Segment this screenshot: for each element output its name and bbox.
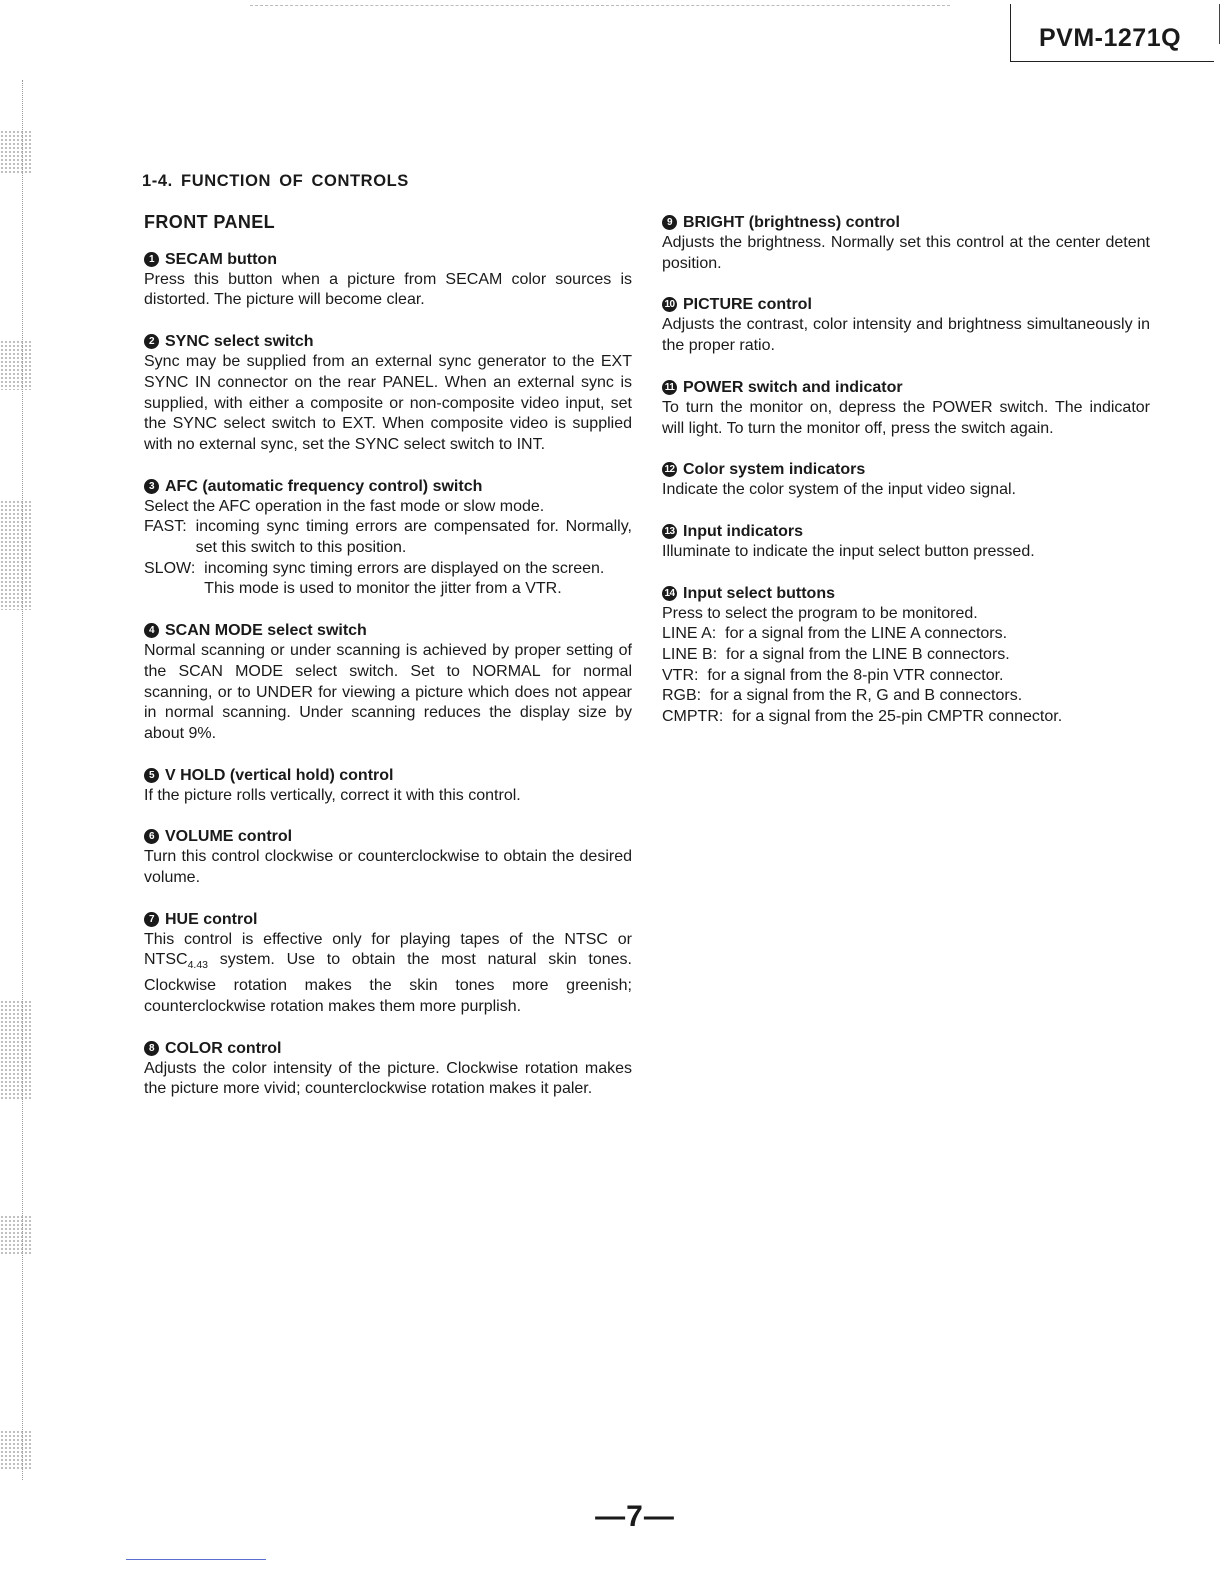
- item-description: Adjusts the brightness. Normally set this control at the center detent position.: [662, 234, 1150, 272]
- input-value: for a signal from the LINE B connectors.: [726, 646, 1010, 664]
- item-number: 2: [144, 334, 159, 349]
- box-edge: [1219, 4, 1221, 44]
- item-description: To turn the monitor on, depress the POWER switch. The indicator will light. To turn the monitor off, press the switch again.: [662, 398, 1150, 437]
- input-select-list: [662, 624, 1150, 728]
- input-value: for a signal from the 25-pin CMPTR connector.: [732, 708, 1063, 726]
- section-title: 1-4. FUNCTION OF CONTROLS: [142, 172, 409, 190]
- input-key: LINE B:: [662, 646, 727, 664]
- item-heading: [144, 826, 632, 847]
- item-description: Illuminate to indicate the input select button pressed.: [662, 542, 1035, 560]
- input-value: for a signal from the LINE A connectors.: [725, 625, 1008, 643]
- item-number: 6: [144, 829, 159, 844]
- item-number: 3: [144, 479, 159, 494]
- item-heading: [144, 476, 632, 497]
- scan-noise: [0, 500, 32, 610]
- item-heading: [144, 249, 632, 270]
- control-item-color: [144, 1038, 632, 1100]
- model-label: PVM-1271Q: [1039, 24, 1182, 52]
- control-item-power: [662, 377, 1150, 439]
- item-title: VOLUME control: [165, 828, 293, 846]
- item-title: COLOR control: [165, 1039, 282, 1057]
- scan-noise: [0, 130, 32, 175]
- item-title: HUE control: [165, 910, 258, 928]
- model-label-box: [1010, 4, 1214, 62]
- item-heading: [144, 620, 632, 641]
- input-key: LINE A:: [662, 625, 726, 643]
- afc-fast-row: [144, 517, 632, 558]
- item-heading: [662, 521, 1150, 542]
- item-description: Sync may be supplied from an external sync generator to the EXT SYNC IN connector on the rear PANEL. When an external sync is supplied, with either a composite or non-composite video input, set the SYNC select switch to EXT. When composite video is supplied with no external sync, set the SYNC select switch to INT.: [144, 353, 632, 453]
- input-key: RGB:: [662, 687, 711, 705]
- front-panel-heading: FRONT PANEL: [144, 212, 276, 232]
- item-number: 8: [144, 1041, 159, 1056]
- item-title: V HOLD (vertical hold) control: [165, 766, 394, 784]
- control-item-sync: [144, 331, 632, 456]
- item-heading: [144, 331, 632, 352]
- control-item-bright: [662, 212, 1150, 274]
- item-title: SECAM button: [165, 250, 277, 268]
- control-item-input-select: [662, 583, 1150, 728]
- item-title: BRIGHT (brightness) control: [683, 214, 900, 231]
- item-description: Normal scanning or under scanning is achieved by proper setting of the SCAN MODE select switch. Set to NORMAL for normal scanning, or to UNDER for viewing a picture which does not appear in normal scanning. Under scanning reduces the display size by about 9%.: [144, 642, 632, 742]
- item-description: If the picture rolls vertically, correct it with this control.: [144, 786, 521, 804]
- item-description: Adjusts the color intensity of the picture. Clockwise rotation makes the picture more vivid; counterclockwise rotation makes it paler.: [144, 1059, 632, 1098]
- item-title: Input indicators: [683, 522, 803, 540]
- item-number: 11: [662, 380, 677, 395]
- control-item-scan-mode: [144, 620, 632, 745]
- item-heading: [144, 909, 632, 930]
- item-title: SCAN MODE select switch: [165, 622, 367, 640]
- item-number: 12: [662, 462, 677, 477]
- input-key: CMPTR:: [662, 708, 733, 726]
- scan-top-rule: [250, 5, 950, 6]
- input-key: VTR:: [662, 666, 708, 684]
- hue-desc-subscript: 4.43: [187, 959, 208, 972]
- input-value: for a signal from the R, G and B connectors.: [710, 687, 1023, 705]
- afc-slow-label: SLOW:: [144, 559, 205, 577]
- afc-fast-text: incoming sync timing errors are compensated for. Normally, set this switch to this position.: [195, 518, 632, 557]
- item-number: 10: [662, 297, 677, 312]
- left-column: [144, 212, 632, 1120]
- item-title: SYNC select switch: [165, 333, 314, 351]
- item-heading: [662, 212, 1150, 233]
- input-value: for a signal from the 8-pin VTR connector.: [707, 666, 1004, 684]
- scan-noise: [0, 1000, 32, 1100]
- item-number: 14: [662, 586, 677, 601]
- list-item: [662, 686, 1150, 707]
- afc-fast-label: FAST:: [144, 518, 196, 536]
- item-description: Turn this control clockwise or counterclockwise to obtain the desired volume.: [144, 848, 632, 887]
- item-title: POWER switch and indicator: [683, 378, 903, 396]
- item-heading: [662, 583, 1150, 604]
- item-description: Press this button when a picture from SECAM color sources is distorted. The picture will become clear.: [144, 270, 632, 309]
- item-number: 5: [144, 768, 159, 783]
- item-description: Indicate the color system of the input video signal.: [662, 481, 1016, 499]
- item-description: Select the AFC operation in the fast mode or slow mode.: [144, 497, 545, 515]
- afc-slow-row: [144, 559, 632, 600]
- binding-edge: [22, 80, 23, 1480]
- item-title: Input select buttons: [683, 584, 835, 602]
- item-heading: [144, 765, 632, 786]
- item-description: Adjusts the contrast, color intensity and brightness simultaneously in the proper ratio.: [662, 316, 1150, 355]
- item-heading: [662, 377, 1150, 398]
- item-heading: [662, 294, 1150, 315]
- control-item-color-system: [662, 459, 1150, 501]
- item-description: Press to select the program to be monitored.: [662, 604, 978, 622]
- item-number: 1: [144, 252, 159, 267]
- control-item-hue: [144, 909, 632, 1018]
- hue-desc-a: This control is effective only for playing tapes of the NTSC or NTSC: [144, 930, 632, 969]
- control-item-secam: [144, 249, 632, 311]
- item-title: PICTURE control: [683, 296, 812, 314]
- list-item: [662, 624, 1150, 645]
- afc-slow-text-2: This mode is used to monitor the jitter from a VTR.: [204, 580, 562, 598]
- control-item-afc: [144, 476, 632, 601]
- control-item-v-hold: [144, 765, 632, 807]
- scan-noise: [0, 1430, 32, 1470]
- bottom-rule: [126, 1559, 266, 1560]
- item-number: 4: [144, 623, 159, 638]
- item-heading: [662, 459, 1150, 480]
- control-item-picture: [662, 294, 1150, 356]
- scan-noise: [0, 1215, 32, 1255]
- item-number: 13: [662, 524, 677, 539]
- list-item: [662, 707, 1150, 728]
- item-title: Color system indicators: [683, 461, 866, 479]
- hue-desc-b: system. Use to obtain the most natural skin tones. Clockwise rotation makes the skin tones more greenish; counterclockwise rotation makes them more purplish.: [144, 951, 632, 1016]
- afc-slow-text: incoming sync timing errors are displayed on the screen.: [204, 559, 605, 577]
- list-item: [662, 645, 1150, 666]
- afc-slow-text-wrap: [204, 559, 632, 600]
- item-title: AFC (automatic frequency control) switch: [165, 477, 483, 495]
- control-item-input-indicators: [662, 521, 1150, 563]
- item-heading: [144, 1038, 632, 1059]
- item-number: 9: [662, 215, 677, 230]
- scan-noise: [0, 340, 32, 390]
- right-column: [662, 212, 1150, 748]
- item-description: [144, 930, 632, 1018]
- item-number: 7: [144, 912, 159, 927]
- list-item: [662, 666, 1150, 687]
- control-item-volume: [144, 826, 632, 888]
- page-number: —7—: [595, 1500, 675, 1533]
